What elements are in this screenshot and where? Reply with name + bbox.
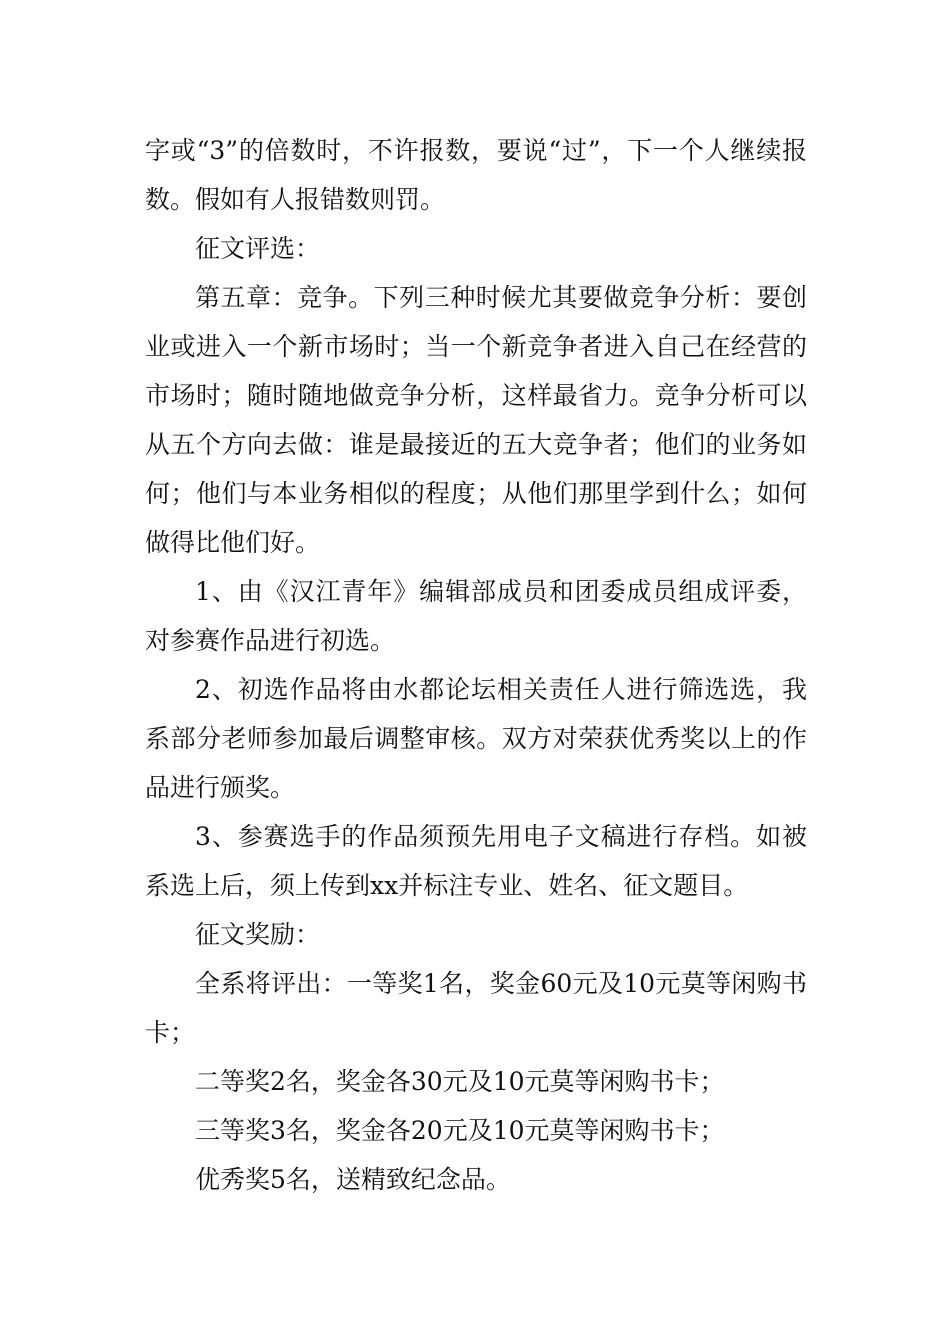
list-item-2: 2、初选作品将由水都论坛相关责任人进行筛选选，我系部分老师参加最后调整审核。双方对荣获优秀奖以上的作品进行颁奖。	[145, 675, 807, 802]
list-item-1: 1、由《汉江青年》编辑部成员和团委成员组成评委，对参赛作品进行初选。	[145, 577, 807, 655]
award-third-prize: 三等奖3名，奖金各20元及10元莫等闲购书卡；	[195, 1116, 725, 1145]
paragraph-continuation: 字或“3”的倍数时，不许报数，要说“过”，下一个人继续报数。假如有人报错数则罚。	[145, 136, 807, 214]
list-item-3: 3、参赛选手的作品须预先用电子文稿进行存档。如被系选上后，须上传到xx并标注专业、姓名、征文题目。	[145, 822, 807, 900]
award-second-prize: 二等奖2名，奖金各30元及10元莫等闲购书卡；	[195, 1067, 725, 1096]
award-excellence-prize: 优秀奖5名，送精致纪念品。	[195, 1165, 511, 1194]
document-body	[145, 126, 807, 1204]
award-overview: 全系将评出：一等奖1名，奖金60元及10元莫等闲购书卡；	[145, 969, 807, 1047]
paragraph-chapter-five: 第五章：竞争。下列三种时候尤其要做竞争分析：要创业或进入一个新市场时；当一个新竞争者进入自己在经营的市场时；随时随地做竞争分析，这样最省力。竞争分析可以从五个方向去做：谁是最接近的五大竞争者；他们的业务如何；他们与本业务相似的程度；从他们那里学到什么；如何做得比他们好。	[145, 283, 807, 557]
section-heading-essay-awards: 征文奖励：	[195, 920, 321, 949]
section-heading-essay-selection: 征文评选：	[195, 234, 321, 263]
